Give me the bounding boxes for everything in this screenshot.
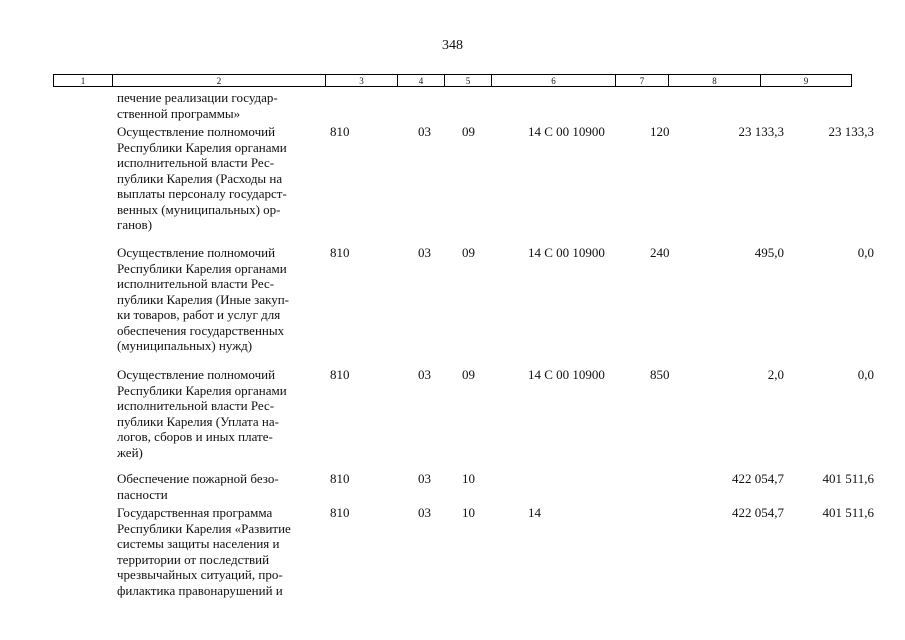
column-number: 9 bbox=[761, 75, 852, 87]
ministry-code: 810 bbox=[330, 505, 350, 520]
row-description: Осуществление полномочий Республики Карелия органами исполнительной власти Рес- публики Карелия (Уплата на- логов, сборов и иных плате- жей) bbox=[117, 367, 287, 460]
subsection-code: 09 bbox=[462, 367, 475, 382]
target-article-code: 14 С 00 10900 bbox=[528, 367, 605, 382]
section-code: 03 bbox=[418, 471, 431, 486]
amount-year-2: 401 511,6 bbox=[822, 471, 874, 486]
amount-year-2: 0,0 bbox=[857, 245, 874, 260]
amount-year-1: 23 133,3 bbox=[738, 124, 784, 139]
row-description: Осуществление полномочий Республики Карелия органами исполнительной власти Рес- публики Карелия (Иные закуп- ки товаров, работ и услуг для обеспечения государственных (муниципальных) нужд) bbox=[117, 245, 290, 353]
amount-year-1: 422 054,7 bbox=[732, 471, 784, 486]
row-description: Обеспечение пожарной безо- пасности bbox=[117, 471, 279, 502]
page-number: 348 bbox=[442, 38, 463, 53]
ministry-code: 810 bbox=[330, 471, 350, 486]
column-number: 7 bbox=[616, 75, 669, 87]
column-number-header bbox=[53, 74, 852, 87]
expense-type-code: 120 bbox=[650, 124, 670, 139]
continued-description: печение реализации государ- ственной программы» bbox=[117, 90, 278, 121]
subsection-code: 09 bbox=[462, 124, 475, 139]
row-description: Осуществление полномочий Республики Карелия органами исполнительной власти Рес- публики Карелия (Расходы на выплаты персоналу государст- венных (муниципальных) ор- ганов) bbox=[117, 124, 287, 232]
column-number: 3 bbox=[326, 75, 398, 87]
column-number: 8 bbox=[669, 75, 761, 87]
ministry-code: 810 bbox=[330, 245, 350, 260]
row-description: Государственная программа Республики Карелия «Развитие системы защиты населения и территории от последствий чрезвычайных ситуаций, про- филактика правонарушений и bbox=[117, 505, 291, 598]
amount-year-1: 495,0 bbox=[754, 245, 784, 260]
subsection-code: 09 bbox=[462, 245, 475, 260]
section-code: 03 bbox=[418, 124, 431, 139]
subsection-code: 10 bbox=[462, 505, 475, 520]
subsection-code: 10 bbox=[462, 471, 475, 486]
target-article-code: 14 С 00 10900 bbox=[528, 245, 605, 260]
ministry-code: 810 bbox=[330, 124, 350, 139]
section-code: 03 bbox=[418, 367, 431, 382]
section-code: 03 bbox=[418, 245, 431, 260]
amount-year-2: 23 133,3 bbox=[828, 124, 874, 139]
amount-year-1: 2,0 bbox=[767, 367, 784, 382]
expense-type-code: 850 bbox=[650, 367, 670, 382]
column-number: 5 bbox=[445, 75, 492, 87]
target-article-code: 14 bbox=[528, 505, 541, 520]
amount-year-1: 422 054,7 bbox=[732, 505, 784, 520]
target-article-code: 14 С 00 10900 bbox=[528, 124, 605, 139]
amount-year-2: 0,0 bbox=[857, 367, 874, 382]
column-number: 6 bbox=[492, 75, 616, 87]
column-number: 2 bbox=[113, 75, 326, 87]
section-code: 03 bbox=[418, 505, 431, 520]
column-number: 1 bbox=[54, 75, 113, 87]
ministry-code: 810 bbox=[330, 367, 350, 382]
column-number: 4 bbox=[398, 75, 445, 87]
expense-type-code: 240 bbox=[650, 245, 670, 260]
amount-year-2: 401 511,6 bbox=[822, 505, 874, 520]
